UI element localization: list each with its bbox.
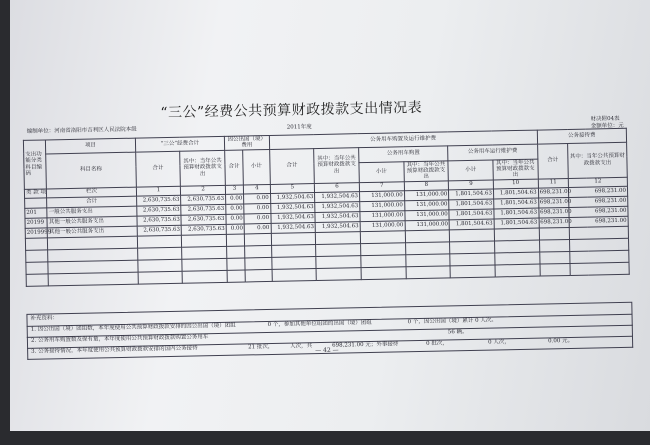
- header-total-current: 其中：当年公共预算财政拨款支出: [180, 150, 225, 186]
- row-total-maint-current: 1,801,504.63: [493, 188, 538, 199]
- row-total-abroad-current: 0.00: [244, 193, 271, 204]
- index-5: 5: [270, 183, 315, 193]
- row-2019999-maint: 1,801,504.63: [449, 219, 494, 230]
- empty-cell: [138, 271, 183, 284]
- footer-foreign-people: 0 人次，: [488, 339, 510, 346]
- empty-cell: [405, 253, 450, 266]
- empty-cell: [26, 273, 49, 285]
- index-2: 2: [181, 185, 226, 195]
- header-abroad: 因公出国（境）费用: [224, 135, 269, 150]
- footer-foreign-count: 0 批次，: [426, 340, 448, 347]
- row-2019999-abroad: 0.00: [226, 224, 244, 234]
- row-20199-name: 其他一般公共服务支出: [47, 216, 137, 228]
- row-total-current: 2,630,735.63: [181, 194, 226, 205]
- empty-cell: [316, 231, 361, 244]
- empty-cell: [245, 233, 272, 246]
- row-201-reception-current: 698,231.00: [569, 196, 628, 207]
- row-total-code: [25, 198, 48, 208]
- row-total-name: 合计: [47, 196, 137, 208]
- empty-cell: [360, 242, 405, 255]
- row-20199-reception: 698,231.00: [538, 207, 569, 218]
- empty-cell: [316, 243, 361, 256]
- row-total-abroad: 0.00: [225, 194, 243, 204]
- row-20199-maint: 1,801,504.63: [449, 209, 494, 220]
- row-total-purchase-current: 131,000.00: [404, 189, 449, 200]
- row-2019999-purchase-current: 131,000.00: [405, 219, 450, 230]
- row-201-current: 2,630,735.63: [181, 204, 226, 215]
- row-2019999-purchase: 131,000.00: [360, 220, 405, 231]
- row-20199-sum: 2,630,735.63: [137, 215, 182, 226]
- header-abroad-sum: 合计: [225, 150, 244, 185]
- empty-cell: [226, 234, 245, 246]
- row-2019999-sum: 2,630,735.63: [137, 225, 182, 236]
- index-11: 11: [538, 178, 569, 188]
- index-1: 1: [136, 186, 181, 196]
- empty-cell: [137, 259, 182, 272]
- empty-cell: [539, 239, 570, 252]
- header-vehicle-sum: 合计: [269, 148, 314, 184]
- empty-cell: [539, 251, 570, 264]
- header-purchase-sum: 小计: [359, 161, 404, 182]
- row-2019999-reception-current: 698,231.00: [569, 216, 628, 227]
- empty-cell: [495, 252, 540, 265]
- empty-cell: [245, 245, 272, 258]
- empty-cell: [361, 254, 406, 267]
- header-abroad-current: 小计: [243, 149, 270, 184]
- row-20199-abroad-current: 0.00: [244, 213, 271, 224]
- empty-cell: [316, 267, 361, 280]
- row-20199-vehicle-current: 1,932,504.63: [315, 211, 360, 222]
- empty-cell: [26, 261, 49, 273]
- row-2019999-current: 2,630,735.63: [181, 224, 226, 235]
- empty-cell: [245, 269, 272, 282]
- footer-reception-people: 人次，共: [290, 343, 313, 350]
- page-number: — 42 —: [315, 346, 339, 355]
- header-total: “三公”经费合计: [135, 136, 225, 151]
- empty-cell: [182, 270, 227, 283]
- header-vehicle-purchase: 公务用车购置: [359, 146, 449, 163]
- index-label: 类 款 项: [25, 189, 47, 197]
- footer-abroad-count: 0 个，参加其他单位组团的出国（境）团组: [267, 319, 372, 329]
- scanned-paper: [10, 0, 650, 431]
- row-201-code: 201: [25, 208, 48, 218]
- empty-cell: [494, 228, 539, 241]
- empty-cell: [405, 229, 450, 242]
- empty-cell: [182, 234, 227, 247]
- row-20199-vehicle: 1,932,504.63: [271, 212, 316, 223]
- index-3: 3: [225, 185, 243, 194]
- unit-label: 编制单位：河南省洛阳市吉利区人民法院本级: [26, 126, 137, 135]
- budget-sheet: [18, 83, 645, 445]
- row-20199-purchase: 131,000.00: [360, 210, 405, 221]
- row-20199-reception-current: 698,231.00: [569, 206, 628, 217]
- empty-cell: [494, 240, 539, 253]
- empty-cell: [405, 241, 450, 254]
- row-20199-purchase-current: 131,000.00: [405, 209, 450, 220]
- header-code: 支出功能分类科目编码: [23, 140, 46, 189]
- row-201-abroad: 0.00: [226, 204, 244, 214]
- row-2019999-maint-current: 1,801,504.63: [494, 218, 539, 229]
- row-201-abroad-current: 0.00: [244, 203, 271, 214]
- row-20199-current: 2,630,735.63: [181, 214, 226, 225]
- empty-cell: [450, 265, 495, 278]
- empty-cell: [227, 270, 246, 282]
- index-8: 8: [404, 180, 449, 190]
- empty-cell: [450, 241, 495, 254]
- header-reception-current: 其中：当年公共预算财政拨款支出: [568, 142, 628, 178]
- row-201-purchase: 131,000.00: [360, 200, 405, 211]
- header-vehicle: 公务用车购置及运行维护费: [269, 130, 537, 149]
- index-9: 9: [449, 180, 494, 190]
- row-2019999-vehicle-current: 1,932,504.63: [315, 221, 360, 232]
- footer-reception-text: 3. 公务接待情况，本年度使用公共预算财政拨款安排的国内公务接待: [31, 345, 198, 355]
- footer-vehicle-count: 56 辆。: [447, 329, 468, 336]
- row-201-vehicle: 1,932,504.63: [270, 202, 315, 213]
- index-12: 12: [568, 177, 627, 187]
- header-reception-sum: 合计: [537, 143, 568, 179]
- header-vehicle-maintenance: 公务用车运行维护费: [448, 144, 538, 161]
- row-2019999-code: 2019999: [25, 227, 48, 237]
- empty-cell: [271, 232, 316, 245]
- row-total-reception: 698,231.00: [538, 187, 569, 198]
- header-maint-sum: 小计: [448, 160, 493, 181]
- index-10: 10: [493, 179, 538, 189]
- index-7: 7: [359, 181, 404, 191]
- row-201-vehicle-current: 1,932,504.63: [315, 201, 360, 212]
- empty-cell: [316, 255, 361, 268]
- footer-foreign-amount: 0.00 元。: [547, 337, 574, 345]
- row-2019999-reception: 698,231.00: [539, 217, 570, 228]
- empty-cell: [495, 264, 540, 277]
- row-20199-code: 20199: [25, 217, 48, 227]
- row-total-vehicle: 1,932,504.63: [270, 192, 315, 203]
- empty-cell: [272, 268, 317, 281]
- empty-cell: [271, 244, 316, 257]
- empty-cell: [227, 246, 246, 258]
- empty-cell: [25, 237, 48, 249]
- row-total-maint: 1,801,504.63: [449, 189, 494, 200]
- footer-abroad-text: 1. 因公出国（境）团组数，本年度使用公共预算财政拨款安排的因公出国（境）团组: [30, 322, 236, 333]
- header-vehicle-current: 其中：当年公共预算财政拨款支出: [314, 147, 359, 183]
- row-2019999-vehicle: 1,932,504.63: [271, 222, 316, 233]
- empty-cell: [227, 258, 246, 270]
- empty-cell: [182, 258, 227, 271]
- empty-cell: [271, 256, 316, 269]
- row-total-vehicle-current: 1,932,504.63: [315, 191, 360, 202]
- empty-cell: [450, 229, 495, 242]
- empty-cell: [361, 266, 406, 279]
- empty-cell: [406, 265, 451, 278]
- index-column-label: 栏次: [47, 187, 136, 198]
- empty-cell: [539, 227, 570, 240]
- header-subject-name: 科目名称: [46, 152, 136, 189]
- empty-cell: [570, 262, 629, 275]
- expenditure-table: [23, 128, 630, 287]
- empty-cell: [137, 247, 182, 260]
- year-label: 2011年度: [286, 124, 312, 131]
- row-2019999-name: 其他一般公共服务支出: [47, 226, 137, 238]
- empty-cell: [182, 246, 227, 259]
- currency-unit: 金额单位：元: [590, 122, 624, 130]
- row-201-purchase-current: 131,000.00: [404, 199, 449, 210]
- footer-notes-label: 补充资料：: [30, 315, 59, 322]
- row-201-name: 一般公共服务支出: [47, 206, 137, 218]
- footer-abroad-people: 0 个，因公出国（境）累计 0 人次。: [407, 317, 497, 326]
- row-total-reception-current: 698,231.00: [568, 186, 627, 197]
- empty-cell: [540, 263, 571, 276]
- empty-cell: [360, 230, 405, 243]
- empty-cell: [245, 257, 272, 270]
- row-20199-maint-current: 1,801,504.63: [494, 208, 539, 219]
- header-maint-current: 其中：当年公共预算财政拨款支出: [493, 159, 538, 180]
- row-20199-abroad: 0.00: [226, 214, 244, 224]
- header-reception: 公务接待费: [537, 128, 627, 143]
- empty-cell: [137, 235, 182, 248]
- footer-reception-amount: 698,231.00 元；外事接待: [332, 341, 399, 349]
- footer-vehicle-text: 2. 公务用车购置数及保有量，本年度使用公共预算财政拨款购置公务用车: [30, 334, 209, 344]
- row-total-purchase: 131,000.00: [359, 190, 404, 201]
- index-4: 4: [244, 184, 271, 194]
- document-title: “三公”经费公共预算财政拨款支出情况表: [160, 99, 423, 122]
- footer-reception-count: 21 批次，: [248, 343, 274, 351]
- row-201-maint-current: 1,801,504.63: [494, 198, 539, 209]
- empty-cell: [26, 249, 49, 261]
- row-2019999-abroad-current: 0.00: [244, 223, 271, 234]
- header-total-sum: 合计: [135, 151, 180, 187]
- form-number: 财决附04表: [590, 115, 620, 123]
- index-6: 6: [315, 182, 360, 192]
- row-201-sum: 2,630,735.63: [136, 205, 181, 216]
- header-item: 项目: [46, 138, 136, 153]
- empty-cell: [450, 253, 495, 266]
- row-total-sum: 2,630,735.63: [136, 195, 181, 206]
- empty-cell: [48, 272, 138, 286]
- row-201-reception: 698,231.00: [538, 197, 569, 208]
- row-201-maint: 1,801,504.63: [449, 199, 494, 210]
- header-purchase-current: 其中：当年公共预算财政拨款支出: [404, 161, 449, 182]
